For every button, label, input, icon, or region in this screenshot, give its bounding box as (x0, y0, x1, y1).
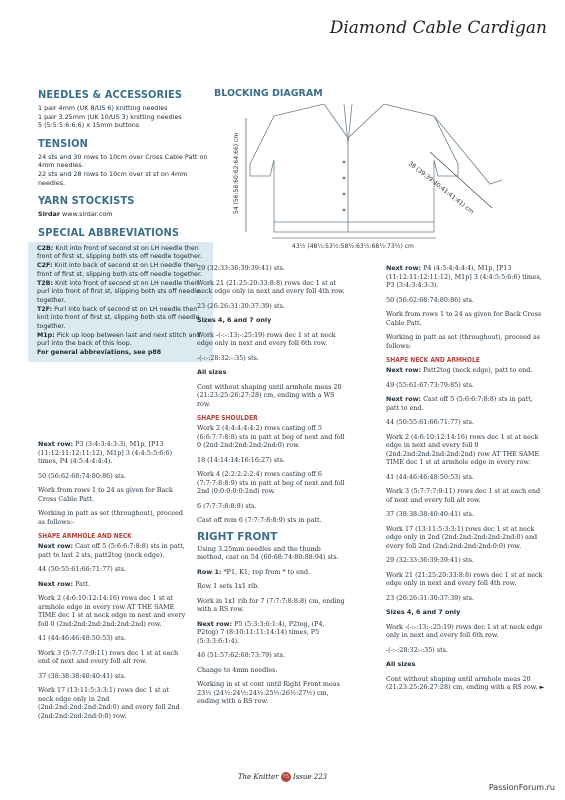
needles-line: 1 pair 3.25mm (UK 10/US 3) knitting needles (38, 112, 182, 121)
abbrev-item (37, 262, 209, 279)
paragraph: Next row: Patt. (38, 579, 91, 588)
abbrev-general: For general abbreviations, see p88 (37, 349, 162, 357)
section-heading: RIGHT FRONT (197, 530, 278, 543)
abbrev-box (28, 242, 213, 362)
paragraph: Work from rows 1 to 24 as given for Back Cross Cable Patt. (386, 310, 542, 327)
cardigan-outline (232, 104, 532, 254)
paragraph: Row 1: *P1, K1; rep from * to end. (197, 567, 311, 576)
page-title: Diamond Cable Cardigan (329, 18, 547, 38)
paragraph: Work 3 (5:7:7:7:9:11) rows dec 1 st at each end of next and every foll alt row. (386, 487, 541, 504)
sleeve-label: 38 (39:39:40:41:41:41) cm (406, 160, 476, 216)
diagram-heading: BLOCKING DIAGRAM (214, 88, 323, 99)
width-label: 43½ (48½:53½:58½:63½:68½:73½) cm (292, 243, 414, 250)
abbrev-value: Knit into back of second st on LH needle then front of first st, slipping both sts off needle together. (37, 262, 203, 278)
paragraph: Work from rows 1 to 24 as given for Back Cross Cable Patt. (38, 486, 173, 503)
paragraph: Work 3 (5:7:7:7:9:11) rows dec 1 st at each end of next and every foll alt row. (38, 648, 179, 665)
paragraph: Next row: Patt2tog (neck edge), patt to end. (386, 366, 533, 374)
paragraph: Next row: P4 (4:5:4:4:4:4), M1p, [P13 (11:12:11:12:11:12), M1p] 3 (4:4:5:5:6:6) times, P3 (3:4:3:4:3:3). (386, 264, 542, 289)
paragraph: Working in st st cont until Right Front meas 23½ (24½:24½:24½:25½:26½:27½) cm, ending with a RS row. (197, 680, 340, 705)
sidebar (38, 88, 214, 369)
abbrev-value: Knit into front of second st on LH needle then front of first st, slipping both sts off needle together. (37, 244, 203, 261)
paragraph: 41 (44:46:46:48:50:53) sts. (386, 472, 474, 481)
needles-line: 1 pair 4mm (UK 8/US 6) knitting needles (38, 104, 168, 112)
tension-line: 22 sts and 28 rows to 10cm over st st on 4mm needles. (38, 169, 188, 187)
paragraph: Working in patt as set (throughout), proceed as follows:- (38, 509, 183, 526)
paragraph: 50 (56:62:68:74:80:86) sts. (38, 471, 126, 480)
subheading: SHAPE ARMHOLE AND NECK (38, 532, 132, 540)
subheading: Sizes 4, 6 and 7 only (197, 316, 272, 324)
abbrev-key: C2B: (37, 244, 54, 252)
paragraph: 44 (50:55:61:66:71:77) sts. (386, 418, 474, 426)
subheading: SHAPE SHOULDER (197, 414, 258, 422)
paragraph: Row 1 sets 1x1 rib. (197, 582, 260, 590)
column-3 (386, 264, 546, 698)
tension-heading: TENSION (38, 136, 88, 150)
paragraph: 37 (38:38:38:40:40:41) sts. (38, 671, 126, 680)
tension-line: 24 sts and 30 rows to 10cm over Cross Cable Patt on 4mm needles. (38, 152, 208, 170)
abbrev-heading: SPECIAL ABBREVIATIONS (38, 225, 180, 239)
paragraph: Work 4 (2:2:2:2:2:4) rows casting off 6 (7:7:7:8:8:9) sts in patt at beg of next and foll 2nd (0:0:0:0:0:2nd) row. (197, 470, 345, 495)
abbrev-item (37, 306, 209, 332)
abbrev-item (37, 245, 209, 262)
paragraph: Work in 1x1 rib for 7 (7:7:7:8:8:8) cm, ending with a RS row. (197, 596, 345, 613)
height-label: 54 (56:58:60:62:64:66) cm (233, 132, 240, 214)
page-footer (0, 772, 565, 782)
watermark: PassionForum.ru (488, 783, 555, 792)
abbrev-item (37, 332, 209, 349)
abbrev-key: T2F: (37, 305, 53, 313)
paragraph: 23 (26:26:31:30:37:39) sts. (197, 301, 285, 310)
paragraph: -(-:-:28:32:-:35) sts. (386, 645, 448, 654)
abbrev-key: C2F: (37, 262, 53, 270)
subheading: All sizes (197, 368, 227, 376)
page-number: 75 (282, 774, 289, 780)
issue-number: Issue 223 (292, 773, 328, 781)
yarn-section (38, 194, 214, 219)
paragraph: Using 3.25mm needles and the thumb method, cast on 54 (60:68:74:80:88:94) sts. (197, 544, 339, 561)
abbrev-value: Knit into front of second st on LH needle then purl into front of first st, slipping both sts off needle together. (37, 279, 200, 304)
abbrev-value: Pick up loop between last and next stitch and purl into the back of this loop. (37, 331, 201, 348)
paragraph: Cont without shaping until armhole meas 20 (21:23:25:26:27:28) cm, ending with a RS row. ► (386, 674, 545, 691)
blocking-diagram (232, 104, 532, 254)
paragraph: 37 (38:38:38:40:40:41) sts. (386, 510, 474, 518)
subheading: SHAPE NECK AND ARMHOLE (386, 356, 480, 364)
abbrev-section (38, 226, 214, 362)
paragraph: Next row: Cast off 5 (5:6:6:7:8:8) sts in patt, patt to end. (386, 395, 533, 412)
yarn-site: www.sirdar.com (62, 210, 113, 219)
needles-line: 5 (5:5:5:6:6:6) x 15mm buttons (38, 121, 140, 130)
paragraph: 6 (7:7:7:8:8:9) sts. (197, 501, 257, 510)
abbrev-item (37, 280, 209, 306)
paragraph: Work 2 (4:6:10:12:14:16) rows dec 1 st at neck edge in next and every foll 0 (2nd:2nd:2nd:2nd:2nd:2nd) row AT THE SAME TIME dec 1 st at armhole edge in every row. (386, 432, 540, 466)
paragraph: Work 21 (21:25:20:33:8:8) rows dec 1 st at neck edge only in next and every foll 4th row. (386, 570, 543, 587)
column-1 (38, 440, 186, 726)
paragraph: 29 (32:33:36:39:39:41) sts. (197, 264, 285, 272)
paragraph: Next row: P3 (3:4:3:4:3:3), M1p, [P13 (11:12:11:12:11:12), M1p] 3 (4:4:5:5:6:6) times, P4 (4:5:4:4:4:4). (38, 440, 173, 465)
yarn-heading: YARN STOCKISTS (38, 194, 135, 208)
paragraph: 44 (50:55:61:66:71:77) sts. (38, 565, 126, 573)
paragraph: Next row: P5 (5:3:3:6:1:4), P2tog, (P4, P2tog) 7 (8:10:11:11:14:14) times, P5 (5:3:3:6:1:4). (197, 619, 325, 645)
paragraph: 50 (56:62:68:74:80:86) sts. (386, 295, 474, 304)
paragraph: -(-:-:28:32:-:35) sts. (197, 353, 259, 362)
paragraph: Cast off rem 6 (7:7:7:8:8:9) sts in patt. (197, 516, 322, 524)
paragraph: 18 (14:14:14:16:16:27) sts. (197, 455, 285, 464)
paragraph: Change to 4mm needles. (197, 665, 278, 674)
magazine-name: The Knitter (237, 773, 279, 781)
paragraph: 46 (51:57:62:68:73:79) sts. (197, 651, 285, 659)
paragraph: Cont without shaping until armhole meas 20 (21:23:25:26:27:28) cm, ending with a WS row. (197, 382, 342, 408)
paragraph: Working in patt as set (throughout), proceed as follows: (386, 333, 541, 350)
paragraph: 29 (32:33:36:39:39:41) sts. (386, 556, 474, 564)
paragraph: Work 17 (13:11:5:3:3:1) rows dec 1 st at neck edge only in 2nd (2nd:2nd:2nd:2nd:2nd:0) and every foll 2nd (2nd:2nd:2nd:2nd:0:0) row. (38, 686, 180, 720)
paragraph: Work 2 (4:4:4:4:4:2) rows casting off 5 (6:6:7:7:8:8) sts in patt at beg of next and foll 0 (2nd:2nd:2nd:2nd:2nd:0) row. (197, 424, 345, 449)
paragraph: Work 2 (4:6:10:12:14:16) rows dec 1 st at armhole edge in every row AT THE SAME TIME dec 1 st at neck edge in next and every foll 0 (2nd:2nd:2nd:2nd:2nd:2nd) row. (38, 594, 186, 628)
paragraph: Work 17 (13:11:5:3:3:1) rows dec 1 st at neck edge only in 2nd (2nd:2nd:2nd:2nd:2nd:0) and every foll 2nd (2nd:2nd:2nd:2nd:0:0) row. (386, 524, 538, 550)
yarn-stockist (38, 210, 214, 219)
subheading: Sizes 4, 6 and 7 only (386, 608, 461, 616)
abbrev-value: Purl into back of second st on LH needle then knit into front of first st, slipping both sts off needle together. (37, 305, 200, 331)
needles-heading: NEEDLES & ACCESSORIES (38, 88, 183, 101)
paragraph: Work -(-:-:13:-:25:19) rows dec 1 st at neck edge only in next and every foll 6th row. (197, 330, 336, 347)
paragraph: Next row: Cast off 5 (5:6:6:7:8:8) sts in patt, patt to last 2 sts, patt2tog (neck edge). (38, 542, 185, 559)
subheading: All sizes (386, 660, 416, 668)
yarn-brand: Sirdar (38, 210, 60, 219)
paragraph: 41 (44:46:46:48:50:53) sts. (38, 634, 126, 642)
paragraph: Work 21 (21:25:20:33:8:8) rows dec 1 st at neck edge only in next and every foll 4th row. (197, 278, 345, 295)
column-2 (197, 264, 345, 712)
abbrev-key: M1p: (37, 331, 55, 339)
needles-section (38, 88, 214, 130)
tension-section (38, 137, 214, 187)
paragraph: 49 (55:61:67:73:79:85) sts. (386, 380, 474, 389)
paragraph: 23 (26:26:31:30:37:39) sts. (386, 593, 474, 602)
abbrev-key: T2B: (37, 279, 53, 287)
paragraph: Work -(-:-:13:-:25:19) rows dec 1 st at neck edge only in next and every foll 6th row. (386, 622, 543, 639)
